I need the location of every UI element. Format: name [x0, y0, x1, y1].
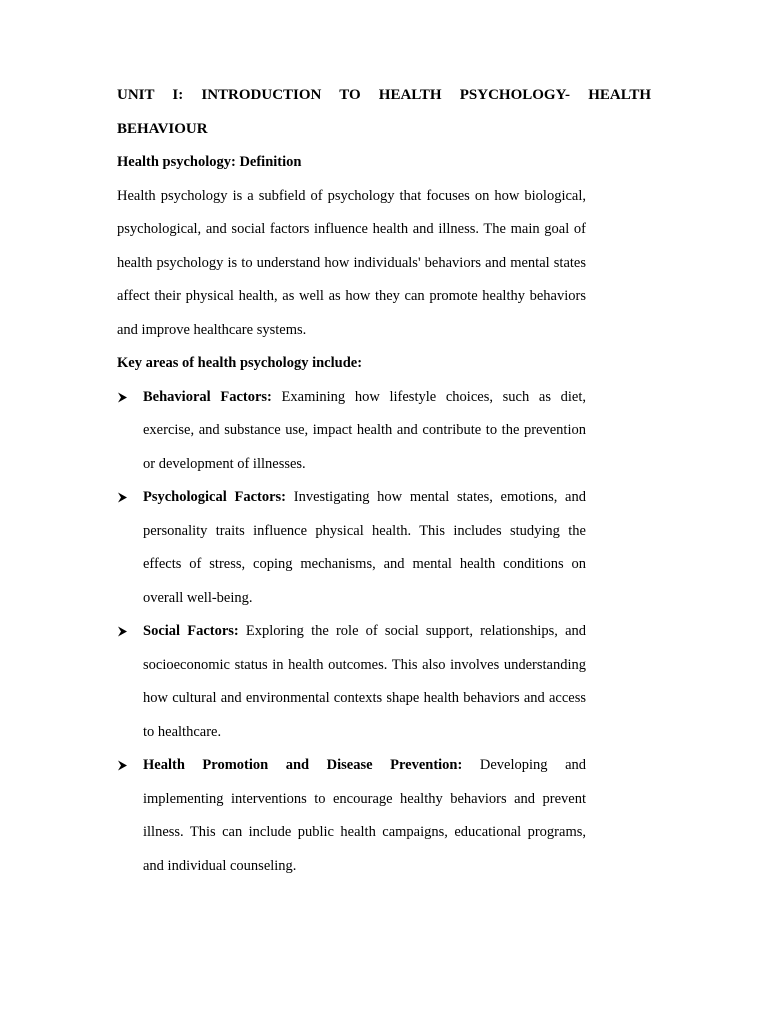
list-item-text: Exploring the role of social support, relationships, and socioeconomic status in health outcomes. This also involves understanding how cultural and environmental contexts shape health behaviors and access to healthcare.: [143, 623, 587, 740]
list-item-text: Investigating how mental states, emotions, and personality traits influence physical health. This includes studying the effects of stress, coping mechanisms, and mental health conditions on overall well-being.: [143, 489, 586, 606]
arrowhead-bullet-icon: [117, 381, 131, 415]
list-item-social-factors: [117, 615, 586, 749]
unit-title: UNIT I: INTRODUCTION TO HEALTH PSYCHOLOGY- HEALTH BEHAVIOUR: [117, 87, 651, 137]
definition-paragraph: Health psychology is a subfield of psychology that focuses on how biological, psychological, and social factors influence health and illness. The main goal of health psychology is to understand how individuals' behaviors and mental states affect their physical health, as well as how they can promote healthy behaviors and improve healthcare systems.: [117, 187, 586, 338]
list-item-text: Developing and implementing interventions to encourage healthy behaviors and prevent illness. This can include public health campaigns, educational programs, and individual counseling.: [143, 757, 586, 874]
list-item-term: Social Factors:: [143, 623, 239, 639]
list-item-health-promotion: [117, 749, 586, 883]
list-item-term: Psychological Factors:: [143, 489, 287, 505]
arrowhead-bullet-icon: [117, 749, 131, 783]
list-item-text: Examining how lifestyle choices, such as diet, exercise, and substance use, impact health and contribute to the prevention or development of illnesses.: [143, 388, 587, 472]
section-heading: Health psychology: Definition: [117, 154, 302, 170]
document-body: [117, 146, 586, 883]
list-item-term: Health Promotion and Disease Prevention:: [143, 757, 463, 773]
key-areas-heading: Key areas of health psychology include:: [117, 355, 363, 371]
key-areas-list: [117, 381, 586, 884]
list-item-behavioral-factors: [117, 381, 586, 482]
list-item-term: Behavioral Factors:: [143, 388, 272, 405]
list-item-psychological-factors: [117, 481, 586, 615]
arrowhead-bullet-icon: [117, 481, 131, 515]
arrowhead-bullet-icon: [117, 615, 131, 649]
